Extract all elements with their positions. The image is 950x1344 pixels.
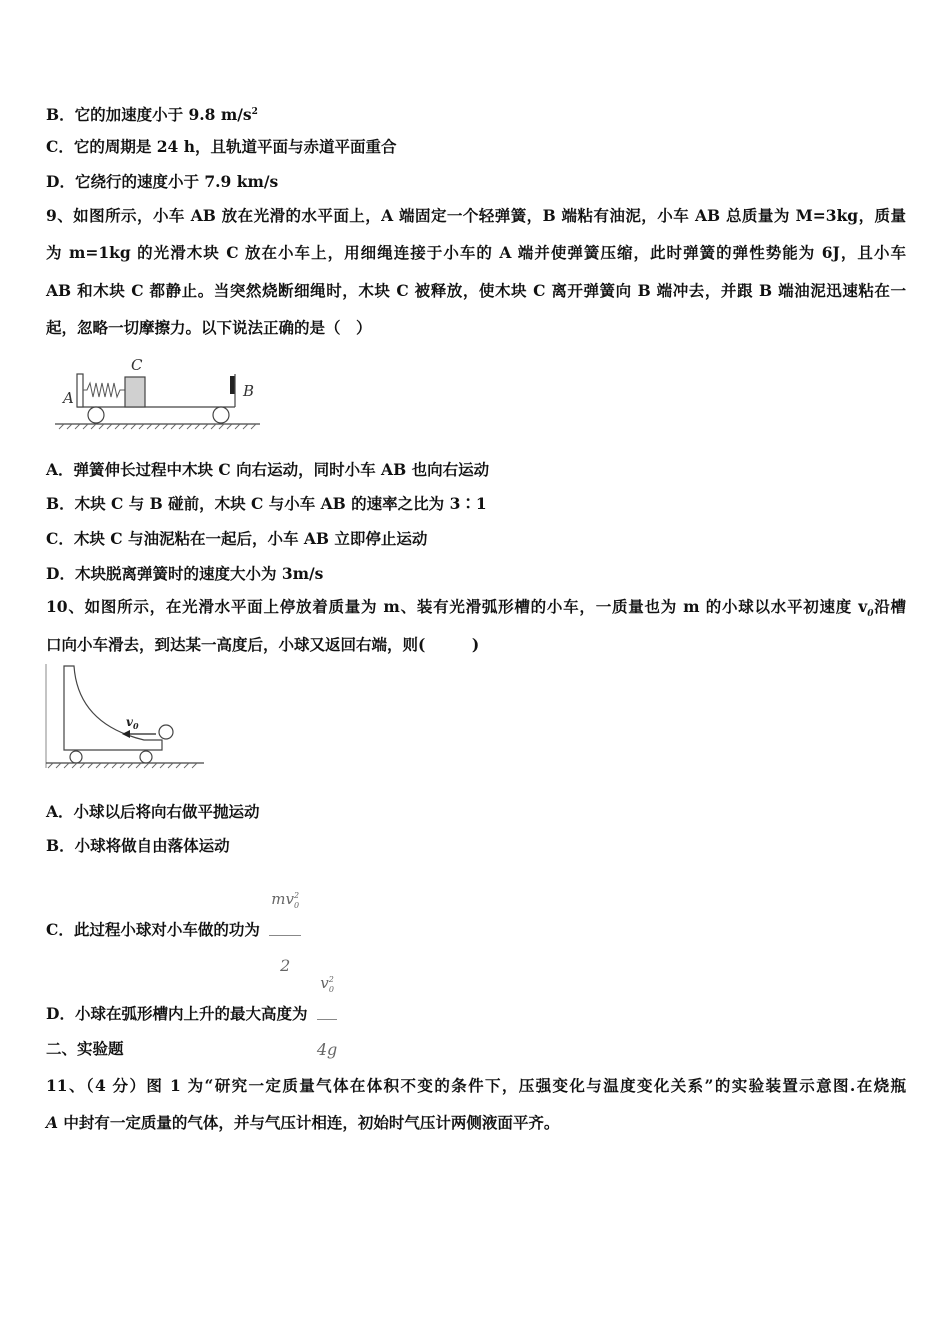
q8-option-d: D．它绕行的速度小于 7.9 km/s bbox=[46, 172, 279, 191]
q11-stem-line-1: 11、（4 分）图 1 为“研究一定质量气体在体积不变的条件下，压强变化与温度变化关系”的实验装置示意图.在烧瓶 bbox=[46, 1076, 906, 1095]
figure-label-b: B bbox=[243, 382, 255, 400]
q9-stem-line-1: 9、如图所示，小车 AB 放在光滑的水平面上，A 端固定一个轻弹簧，B 端粘有油泥，小车 AB 总质量为 M=3kg，质量 bbox=[46, 206, 906, 225]
q9-option-b: B．木块 C 与 B 碰前，木块 C 与小车 AB 的速率之比为 3∶1 bbox=[46, 494, 487, 513]
q10-option-a: A．小球以后将向右做平抛运动 bbox=[46, 802, 260, 821]
q8-option-c: C．它的周期是 24 h，且轨道平面与赤道平面重合 bbox=[46, 137, 397, 156]
figure-label-c: C bbox=[131, 356, 143, 374]
q10-option-d: D．小球在弧形槽内上升的最大高度为 $\frac{v^2_0}{4g}$ bbox=[46, 952, 337, 1008]
svg-text:v0 bbox=[126, 715, 139, 731]
q10-stem-line-2: 口向小车滑去，到达某一高度后，小球又返回右端，则( ) bbox=[46, 635, 480, 654]
figure-label-a: A bbox=[63, 389, 74, 407]
q8-option-b: B．它的加速度小于 9.8 $m/s^2$ bbox=[46, 105, 258, 125]
q10-option-c: C．此过程小球对小车做的功为 $\frac{mv^2_0}{2}$ bbox=[46, 868, 301, 924]
figure-label-v: v bbox=[126, 715, 133, 729]
q10-option-c-fraction: $\frac{mv^2_0}{2}$ bbox=[269, 868, 301, 994]
q9-stem-line-3: AB 和木块 C 都静止。当突然烧断细绳时，木块 C 被释放，使木块 C 离开弹簧向 B 端冲去，并跟 B 端油泥迅速粘在一 bbox=[46, 281, 906, 300]
q9-option-d: D．木块脱离弹簧时的速度大小为 3m/s bbox=[46, 564, 324, 583]
q9-cart-spring-figure bbox=[55, 352, 265, 434]
figure-label-v-sub: 0 bbox=[132, 721, 139, 731]
q9-stem-line-4: 起，忽略一切摩擦力。以下说法正确的是（ ） bbox=[46, 318, 372, 337]
q10-stem-line-1: 10、如图所示，在光滑水平面上停放着质量为 m、装有光滑弧形槽的小车，一质量也为 m 的小球以水平初速度 $v_0$沿槽 bbox=[46, 597, 906, 620]
q9-stem-line-2: 为 m=1kg 的光滑木块 C 放在小车上，用细绳连接于小车的 A 端并使弹簧压缩，此时弹簧的弹性势能为 6J，且小车 bbox=[46, 243, 906, 262]
q10-arc-cart-figure bbox=[44, 664, 209, 774]
q9-option-a: A．弹簧伸长过程中木块 C 向右运动，同时小车 AB 也向右运动 bbox=[46, 460, 490, 479]
q10-option-b: B．小球将做自由落体运动 bbox=[46, 836, 230, 855]
q10-option-d-fraction: $\frac{v^2_0}{4g}$ bbox=[317, 952, 337, 1078]
q11-stem-line-2: A 中封有一定质量的气体，并与气压计相连，初始时气压计两侧液面平齐。 bbox=[46, 1113, 560, 1132]
q9-option-c: C．木块 C 与油泥粘在一起后，小车 AB 立即停止运动 bbox=[46, 529, 428, 548]
section-title-experiment: 二、实验题 bbox=[46, 1039, 124, 1058]
